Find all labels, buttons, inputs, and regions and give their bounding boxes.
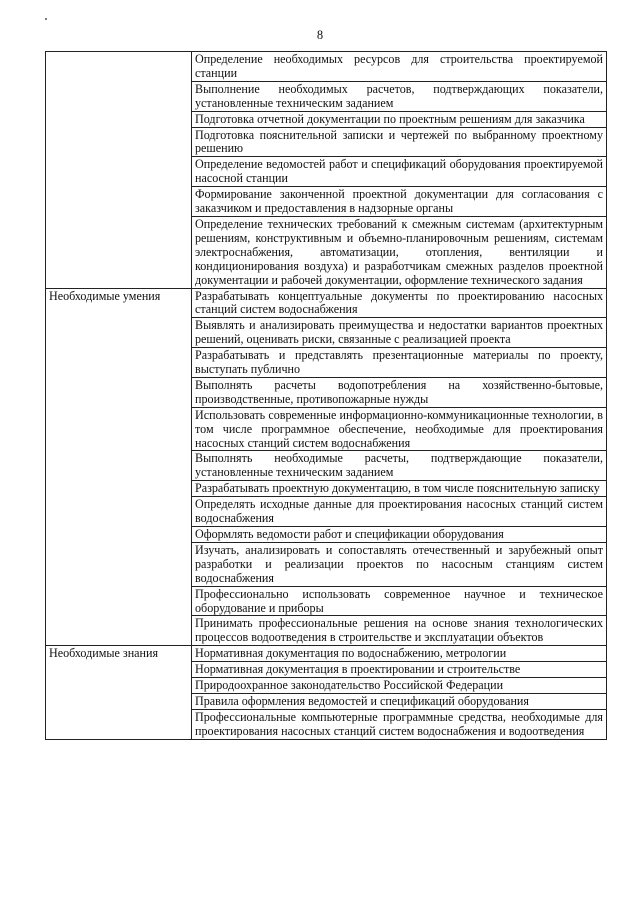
requirement-item: Правила оформления ведомостей и спецификаций оборудования [192,693,607,709]
requirement-item: Определение ведомостей работ и спецификаций оборудования проектируемой насосной станции [192,157,607,187]
requirement-item: Профессионально использовать современное научное и техническое оборудование и приборы [192,586,607,616]
requirements-table-body [46,52,607,740]
requirement-item: Принимать профессиональные решения на основе знания технологических процессов водоотведения в строительстве и эксплуатации объектов [192,616,607,646]
requirements-table [45,51,607,740]
requirement-item: Изучать, анализировать и сопоставлять отечественный и зарубежный опыт разработки и реализации проектов по насосным станциям систем водоснабжения [192,542,607,586]
requirement-item: Разрабатывать концептуальные документы по проектированию насосных станций систем водоснабжения [192,288,607,318]
requirement-item: Разрабатывать проектную документацию, в том числе пояснительную записку [192,481,607,497]
requirement-item: Выполнять расчеты водопотребления на хозяйственно-бытовые, производственные, противопожарные нужды [192,377,607,407]
section-label: Необходимые умения [46,288,192,646]
requirement-item: Оформлять ведомости работ и спецификации оборудования [192,527,607,543]
requirement-item: Формирование законченной проектной документации для согласования с заказчиком и предоставления в надзорные органы [192,187,607,217]
requirement-item: Разрабатывать и представлять презентационные материалы по проекту, выступать публично [192,348,607,378]
requirement-item: Природоохранное законодательство Российской Федерации [192,678,607,694]
requirement-item: Использовать современные информационно-коммуникационные технологии, в том числе программное обеспечение, необходимые для проектирования насосных станций систем водоснабжения [192,407,607,451]
scan-speck [45,18,47,20]
requirement-item: Выполнять необходимые расчеты, подтверждающие показатели, установленные техническим заданием [192,451,607,481]
requirement-item: Выполнение необходимых расчетов, подтверждающих показатели, установленные техническим заданием [192,81,607,111]
requirement-item: Нормативная документация в проектировании и строительстве [192,662,607,678]
requirement-item: Профессиональные компьютерные программные средства, необходимые для проектирования насосных станций систем водоснабжения и водоотведения [192,709,607,739]
requirement-item: Подготовка пояснительной записки и чертежей по выбранному проектному решению [192,127,607,157]
requirement-item: Определение необходимых ресурсов для строительства проектируемой станции [192,52,607,82]
table-row [46,52,607,82]
requirement-item: Выявлять и анализировать преимущества и недостатки вариантов проектных решений, оценивать риски, связанные с реализацией проекта [192,318,607,348]
table-row [46,288,607,318]
requirement-item: Подготовка отчетной документации по проектным решениям для заказчика [192,111,607,127]
requirement-item: Нормативная документация по водоснабжению, метрологии [192,646,607,662]
section-label [46,52,192,289]
table-row [46,646,607,662]
requirement-item: Определение технических требований к смежным системам (архитектурным решениям, конструктивным и объемно-планировочным решениям, системам электроснабжения, автоматизации, отопления, вентиляции и кондиционирования воздуха) и разработчикам смежных разделов проектной документации и рабочей документации, оформление технического задания [192,216,607,288]
requirement-item: Определять исходные данные для проектирования насосных станций систем водоснабжения [192,497,607,527]
page-number: 8 [316,28,324,42]
section-label: Необходимые знания [46,646,192,739]
